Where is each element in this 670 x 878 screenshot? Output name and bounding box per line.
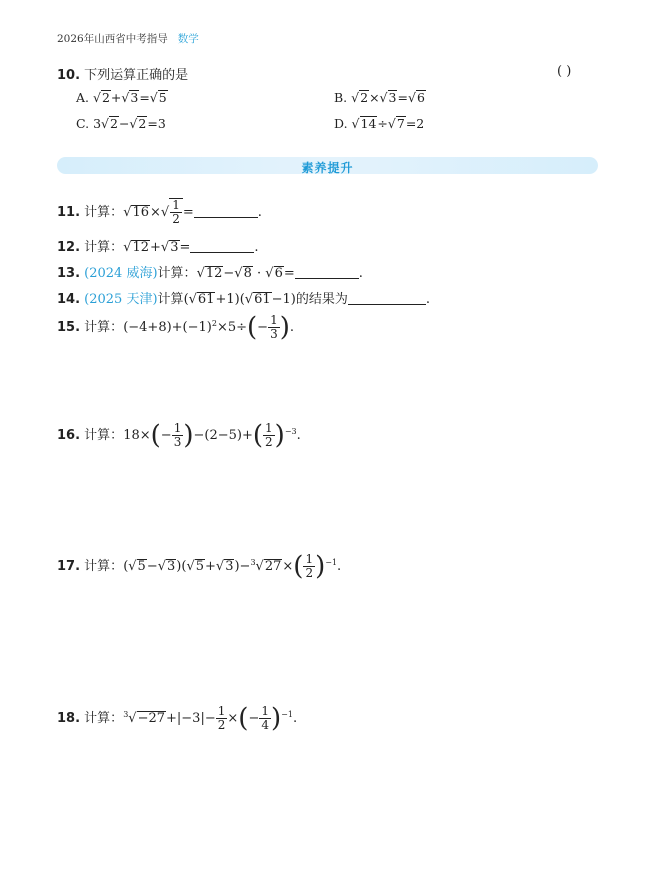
answer-paren: ( ) bbox=[557, 64, 572, 79]
question-number: 16. bbox=[57, 428, 81, 444]
option-c[interactable]: C. 3√2−√2=3 bbox=[76, 116, 166, 131]
question-tail: 的结果为 bbox=[295, 292, 348, 307]
question-18: 18. 计算：$^3$√−27+|−3|− $\frac{1}{2}$ ×(− $\frac{1}{4}$ )$^{-1}$. bbox=[57, 703, 298, 734]
question-number: 15. bbox=[57, 320, 81, 336]
subject-label: 数学 bbox=[177, 33, 199, 45]
question-text: 计算： bbox=[84, 320, 124, 336]
question-text: 计算： bbox=[84, 240, 124, 255]
option-b[interactable]: B. √2×√3=√6 bbox=[334, 90, 425, 105]
option-d[interactable]: D. √14÷√7=2 bbox=[334, 116, 425, 131]
section-banner bbox=[57, 157, 598, 174]
question-number: 13. bbox=[57, 266, 81, 281]
question-text: 计算： bbox=[157, 266, 197, 281]
question-stem: 下列运算正确的是 bbox=[84, 68, 189, 83]
question-12: 12. 计算：√12+√3= . bbox=[57, 240, 259, 255]
question-number: 10. bbox=[57, 68, 81, 83]
question-number: 18. bbox=[57, 711, 81, 727]
question-number: 17. bbox=[57, 559, 81, 575]
option-letter: A. bbox=[76, 90, 90, 105]
question-14: 14. (2025 天津)计算(√61+1)(√61−1)的结果为 . bbox=[57, 292, 431, 307]
question-17: 17. 计算：(√5−√3)(√5+√3)−$^3$√27×( $\frac{1}{2}$ )$^{-1}$. bbox=[57, 551, 342, 582]
answer-blank[interactable] bbox=[190, 240, 254, 253]
question-number: 11. bbox=[57, 205, 81, 221]
book-title: 2026年山西省中考指导 bbox=[57, 33, 168, 45]
option-letter: C. bbox=[76, 116, 90, 131]
option-letter: B. bbox=[334, 90, 348, 105]
question-text: 计算： bbox=[84, 428, 124, 444]
question-10 bbox=[57, 64, 188, 83]
answer-blank[interactable] bbox=[194, 205, 258, 218]
option-a[interactable]: A. √2+√3=√5 bbox=[76, 90, 167, 105]
answer-blank[interactable] bbox=[295, 266, 359, 279]
running-header bbox=[57, 31, 199, 46]
question-15: 15. 计算：$(-4+8)+(-1)^2\times 5\div(-$ $\frac{1}{3}$ ). bbox=[57, 312, 295, 343]
section-title: 素养提升 bbox=[301, 161, 354, 175]
question-text: 计算： bbox=[84, 711, 124, 727]
question-text: 计算： bbox=[84, 559, 124, 575]
question-number: 14. bbox=[57, 292, 81, 307]
question-text: 计算 bbox=[157, 292, 184, 307]
question-11: 11. 计算：√16×√ $\frac{1}{2}$ = . bbox=[57, 198, 262, 227]
option-letter: D. bbox=[334, 116, 348, 131]
question-number: 12. bbox=[57, 240, 81, 255]
question-source: (2025 天津) bbox=[84, 292, 158, 307]
question-text: 计算： bbox=[84, 205, 124, 221]
answer-blank[interactable] bbox=[348, 292, 426, 305]
question-source: (2024 威海) bbox=[84, 266, 158, 281]
question-13: 13. (2024 威海)计算：√12−√8 · √6= . bbox=[57, 266, 363, 281]
question-16: 16. 计算：18×(− $\frac{1}{3}$ )−(2−5)+( $\frac{1}{2}$ )$^{-3}$. bbox=[57, 420, 301, 451]
